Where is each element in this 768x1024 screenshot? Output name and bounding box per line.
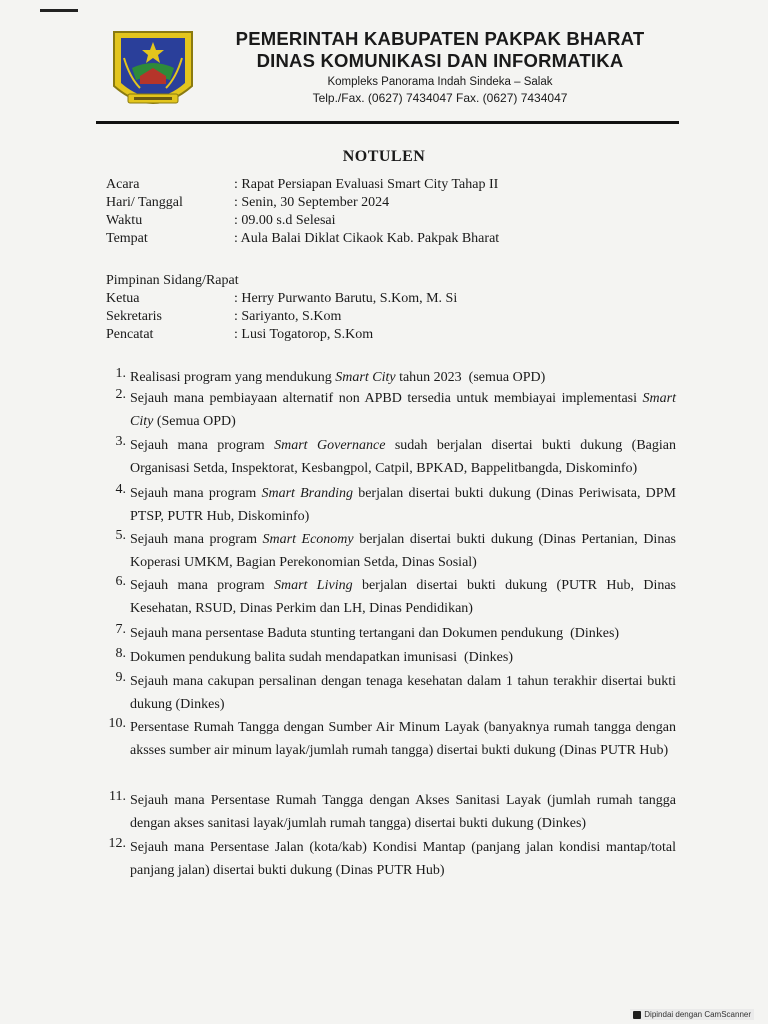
detail-label: Acara xyxy=(106,177,140,192)
item-number: 4. xyxy=(115,482,126,497)
item-number: 7. xyxy=(115,622,126,637)
regency-emblem-logo xyxy=(110,28,196,118)
item-text: Sejauh mana cakupan persalinan dengan tenaga kesehatan dalam 1 tahun terakhir disertai bukti dukung (Dinkes) xyxy=(130,674,676,712)
letterhead-phone: Telp./Fax. (0627) 7434047 Fax. (0627) 7434047 xyxy=(312,91,568,105)
document-title: NOTULEN xyxy=(342,148,426,165)
item-number: 2. xyxy=(115,387,126,402)
scanner-watermark xyxy=(630,1009,754,1020)
item-text: Sejauh mana program Smart Living berjalan disertai bukti dukung (PUTR Hub, Dinas Kesehatan, RSUD, Dinas Perkim dan LH, Dinas Pendidikan) xyxy=(130,578,676,616)
letterhead-address: Kompleks Panorama Indah Sindeka – Salak xyxy=(327,76,553,88)
scanner-watermark-text: Dipindai dengan CamScanner xyxy=(644,1010,751,1019)
item-number: 6. xyxy=(115,574,126,589)
item-number: 5. xyxy=(115,528,126,543)
item-text: Dokumen pendukung balita sudah mendapatkan imunisasi (Dinkes) xyxy=(130,650,513,665)
scan-mark xyxy=(40,9,78,12)
item-text: Realisasi program yang mendukung Smart City tahun 2023 (semua OPD) xyxy=(130,370,546,385)
item-number: 11. xyxy=(109,789,126,804)
item-number: 9. xyxy=(115,670,126,685)
item-text: Persentase Rumah Tangga dengan Sumber Air Minum Layak (banyaknya rumah tangga dengan aksses sumber air minum layak/jumlah rumah tangga) disertai bukti dukung (Dinas PUTR Hub) xyxy=(130,720,676,758)
camscanner-icon xyxy=(633,1011,641,1019)
letterhead-divider xyxy=(96,121,679,124)
detail-label: Waktu xyxy=(106,213,143,228)
item-number: 1. xyxy=(115,366,126,381)
leadership-value: : Lusi Togatorop, S.Kom xyxy=(234,327,374,342)
detail-value: : 09.00 s.d Selesai xyxy=(234,213,336,228)
leadership-value: : Herry Purwanto Barutu, S.Kom, M. Si xyxy=(234,291,458,306)
item-text: Sejauh mana persentase Baduta stunting tertangani dan Dokumen pendukung (Dinkes) xyxy=(130,626,620,641)
detail-value: : Rapat Persiapan Evaluasi Smart City Tahap II xyxy=(234,177,499,192)
leadership-label: Sekretaris xyxy=(106,309,162,324)
item-number: 8. xyxy=(115,646,126,661)
leadership-label: Pencatat xyxy=(106,327,154,342)
leadership-label: Ketua xyxy=(106,291,140,306)
item-text: Sejauh mana Persentase Jalan (kota/kab) Kondisi Mantap (panjang jalan kondisi mantap/total panjang jalan) disertai bukti dukung (Dinas PUTR Hub) xyxy=(130,840,676,878)
leadership-heading: Pimpinan Sidang/Rapat xyxy=(106,273,239,288)
detail-label: Tempat xyxy=(106,231,148,246)
leadership-value: : Sariyanto, S.Kom xyxy=(234,309,342,324)
letterhead-office: DINAS KOMUNIKASI DAN INFORMATIKA xyxy=(256,50,624,71)
item-text: Sejauh mana Persentase Rumah Tangga dengan Akses Sanitasi Layak (jumlah rumah tangga dengan akses sanitasi layak/jumlah rumah tangga) disertai bukti dukung (Dinkes) xyxy=(130,793,676,831)
detail-value: : Senin, 30 September 2024 xyxy=(234,195,390,210)
letterhead-government: PEMERINTAH KABUPATEN PAKPAK BHARAT xyxy=(235,28,645,49)
letterhead xyxy=(200,28,680,106)
item-number: 12. xyxy=(108,836,126,851)
item-text: Sejauh mana pembiayaan alternatif non APBD tersedia untuk membiayai implementasi Smart City (Semua OPD) xyxy=(130,391,676,429)
detail-value: : Aula Balai Diklat Cikaok Kab. Pakpak Bharat xyxy=(234,231,500,246)
item-text: Sejauh mana program Smart Branding berjalan disertai bukti dukung (Dinas Periwisata, DPM PTSP, PUTR Hub, Diskominfo) xyxy=(130,486,676,524)
item-number: 10. xyxy=(108,716,126,731)
item-text: Sejauh mana program Smart Economy berjalan disertai bukti dukung (Dinas Pertanian, Dinas Koperasi UMKM, Bagian Perekonomian Setda, Dinas Sosial) xyxy=(130,532,676,570)
detail-label: Hari/ Tanggal xyxy=(106,195,183,210)
item-number: 3. xyxy=(115,434,126,449)
item-text: Sejauh mana program Smart Governance sudah berjalan disertai bukti dukung (Bagian Organisasi Setda, Inspektorat, Kesbangpol, Catpil, BPKAD, Bappelitbangda, Diskominfo) xyxy=(130,438,676,476)
